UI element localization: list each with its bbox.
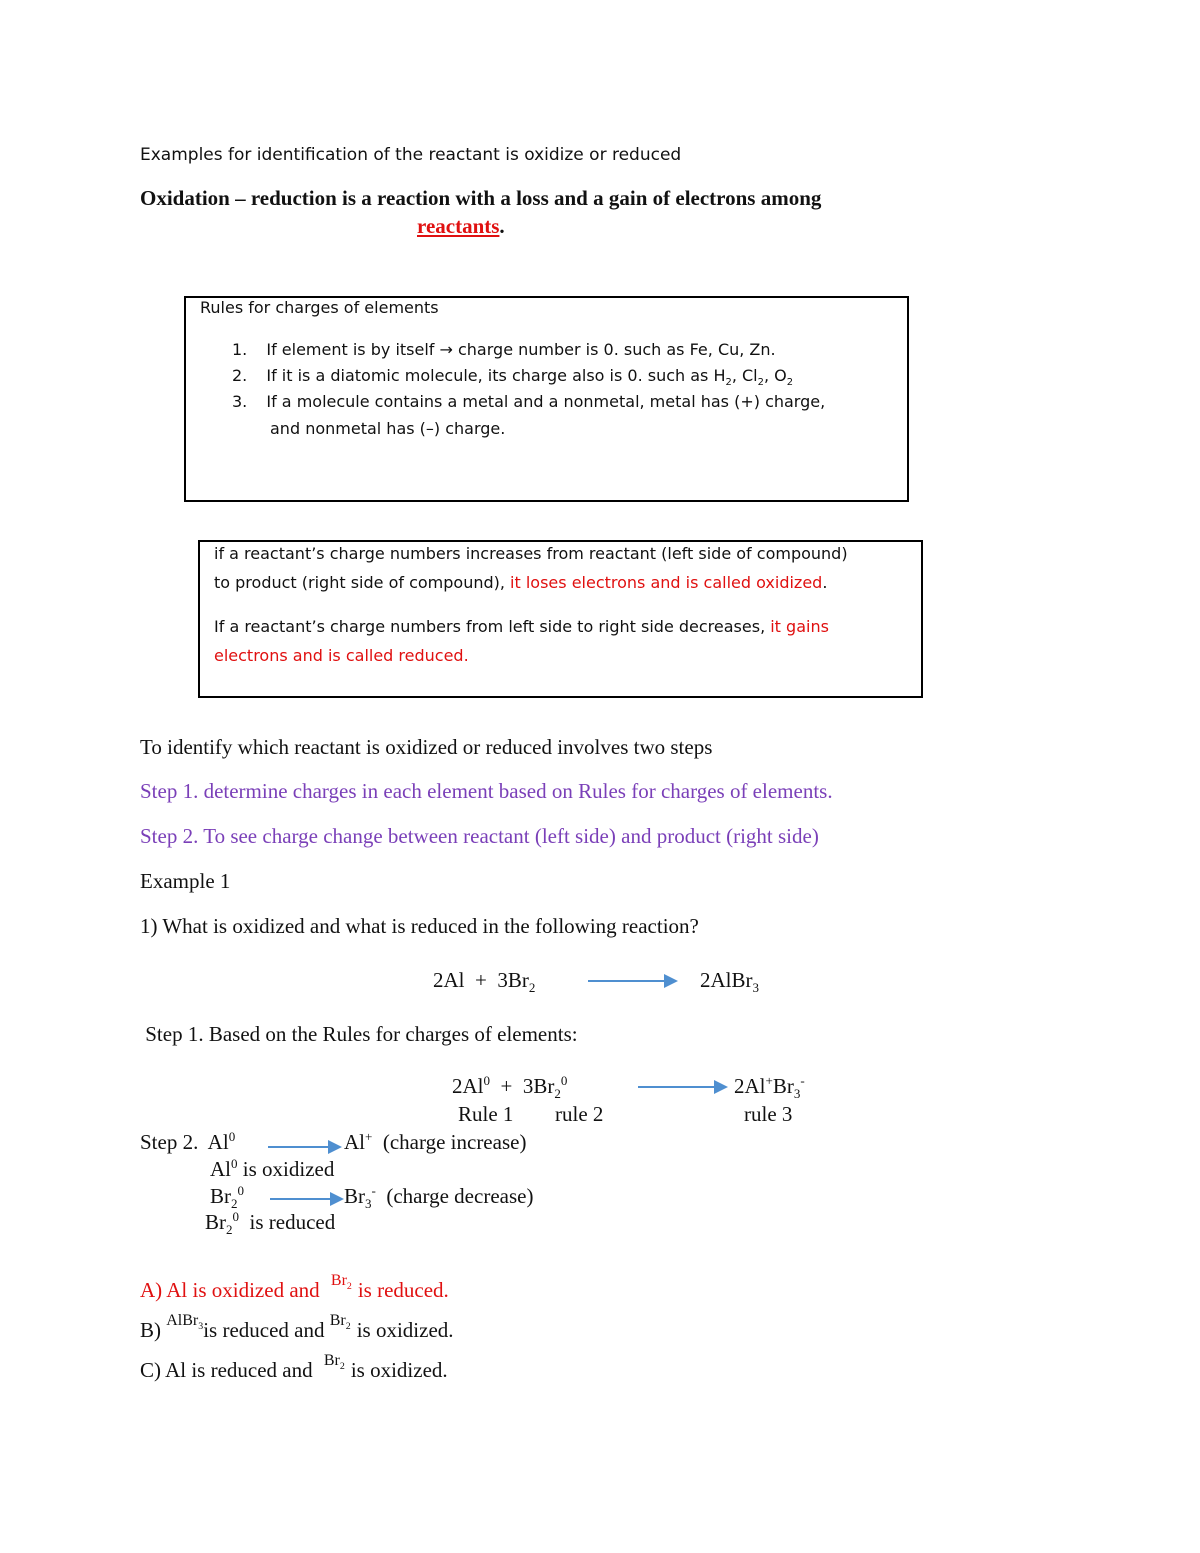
step1-eq-right: $2Al^+Br_3^-$ xyxy=(734,1073,805,1102)
step2-label: Step 2. Al$^0$ xyxy=(140,1129,236,1154)
step2-al-arrow xyxy=(268,1146,340,1148)
step2-br-arrow xyxy=(270,1198,342,1200)
step-1-text: Step 1. determine charges in each element based on Rules for charges of elements. xyxy=(140,779,833,803)
equation-right: 2AlBr$_3$ xyxy=(700,968,760,996)
rule-num: 2. xyxy=(232,366,248,385)
step1-arrow xyxy=(638,1086,726,1088)
steps-intro: To identify which reactant is oxidized or reduced involves two steps xyxy=(140,735,713,759)
option-b[interactable]: B) $^{AlBr_3}$is reduced and $^{Br_2}$ is oxidized. xyxy=(140,1312,454,1342)
step2-br: $Br_2^0$ xyxy=(210,1183,245,1212)
rule-1 xyxy=(232,340,776,359)
oxidation-box xyxy=(198,540,923,698)
br-reduced: $Br_2^0$ is reduced xyxy=(205,1209,336,1238)
al-oxidized: Al$^0$ is oxidized xyxy=(210,1156,335,1181)
option-a[interactable]: A) Al is oxidized and $^{Br_2}$ is reduced. xyxy=(140,1272,449,1302)
rules-box xyxy=(184,296,909,502)
option-c[interactable]: C) Al is reduced and $^{Br_2}$ is oxidized. xyxy=(140,1352,448,1382)
step-2-text: Step 2. To see charge change between reactant (left side) and product (right side) xyxy=(140,824,819,848)
example-label: Example 1 xyxy=(140,869,231,893)
rule-3-cont: and nonmetal has (–) charge. xyxy=(270,419,506,438)
step2-al-after: Al+ (charge increase) xyxy=(344,1129,527,1154)
page-heading-line2 xyxy=(417,214,505,239)
step1-eq-left: $2Al^0 + 3Br_2^0$ xyxy=(452,1073,568,1102)
equation-left: $2Al + 3Br_2$ xyxy=(433,968,536,996)
rule-text: If a molecule contains a metal and a nonmetal, metal has (+) charge, xyxy=(266,392,826,411)
rule-1-label: Rule 1 xyxy=(458,1102,514,1126)
oxid-p1-line1: if a reactant’s charge numbers increases from reactant (left side of compound) xyxy=(214,544,848,563)
oxid-p2-line1: If a reactant’s charge numbers from left side to right side decreases, it gains xyxy=(214,617,829,636)
question-text: 1) What is oxidized and what is reduced in the following reaction? xyxy=(140,914,699,938)
rule-num: 3. xyxy=(232,392,248,411)
rule-2-label: rule 2 xyxy=(555,1102,604,1126)
step2-br-after: $Br_3^-$ (charge decrease) xyxy=(344,1183,534,1212)
rule-2 xyxy=(232,366,794,389)
rule-num: 1. xyxy=(232,340,248,359)
rule-text: If element is by itself → charge number is 0. such as Fe, Cu, Zn. xyxy=(266,340,776,359)
reaction-arrow xyxy=(588,980,676,982)
rule-3 xyxy=(232,392,825,411)
rule-text: If it is a diatomic molecule, its charge also is 0. such as $H_2$, $Cl_2$, $O_2$ xyxy=(266,366,794,389)
rules-title: Rules for charges of elements xyxy=(200,298,439,317)
page-heading: Oxidation – reduction is a reaction with a loss and a gain of electrons among xyxy=(140,186,822,210)
rule-3-label: rule 3 xyxy=(744,1102,793,1126)
heading-punct: . xyxy=(499,214,505,238)
heading-emphasis: reactants xyxy=(417,214,500,238)
step1-label: Step 1. Based on the Rules for charges of elements: xyxy=(140,1022,578,1046)
oxid-p2-line2: electrons and is called reduced. xyxy=(214,646,469,665)
oxid-p1-line2: to product (right side of compound), it loses electrons and is called oxidized. xyxy=(214,573,828,592)
page-subtitle: Examples for identification of the reactant is oxidize or reduced xyxy=(140,145,682,165)
